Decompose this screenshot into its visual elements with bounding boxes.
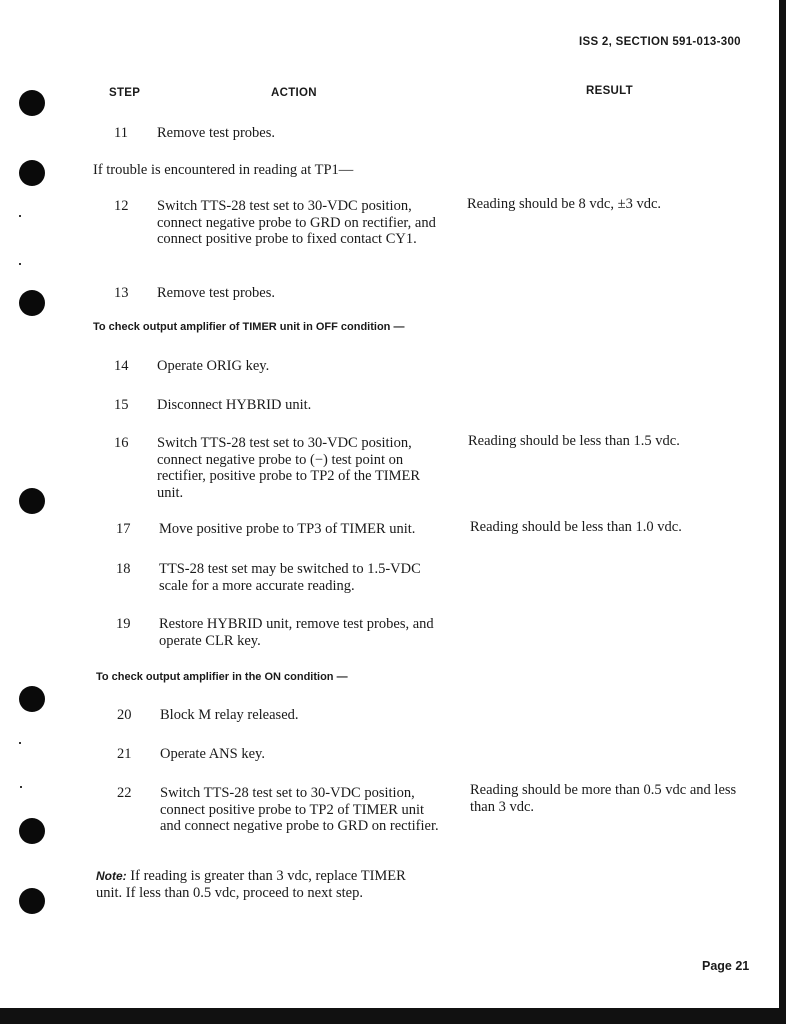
section-heading-on: To check output amplifier in the ON condition — xyxy=(96,671,348,683)
trouble-intro: If trouble is encountered in reading at TP1— xyxy=(93,162,354,178)
step-action: Move positive probe to TP3 of TIMER unit. xyxy=(159,521,416,537)
binder-hole xyxy=(19,90,45,116)
step-action: TTS-28 test set may be switched to 1.5-VDC scale for a more accurate reading. xyxy=(159,561,421,594)
page-edge-bottom xyxy=(0,1008,786,1024)
binder-hole xyxy=(19,686,45,712)
step-action: Restore HYBRID unit, remove test probes, and operate CLR key. xyxy=(159,616,434,649)
step-action: Switch TTS-28 test set to 30-VDC position, connect positive probe to TP2 of TIMER unit and connect negative probe to GRD on rectifier. xyxy=(160,785,439,834)
step-number: 12 xyxy=(114,198,129,214)
step-number: 17 xyxy=(116,521,131,537)
step-action: Block M relay released. xyxy=(160,707,299,723)
step-number: 22 xyxy=(117,785,132,801)
binder-hole xyxy=(19,888,45,914)
step-number: 15 xyxy=(114,397,129,413)
column-header-action: ACTION xyxy=(271,87,317,99)
step-action: Switch TTS-28 test set to 30-VDC position, connect negative probe to (−) test point on rectifier, positive probe to TP2 of the TIMER unit. xyxy=(157,435,421,501)
scan-speck xyxy=(20,786,22,788)
column-header-result: RESULT xyxy=(586,85,633,97)
section-reference: ISS 2, SECTION 591-013-300 xyxy=(579,36,741,48)
step-number: 13 xyxy=(114,285,129,301)
binder-hole xyxy=(19,160,45,186)
binder-hole xyxy=(19,290,45,316)
page-edge-right xyxy=(779,0,786,1024)
step-action: Switch TTS-28 test set to 30-VDC position, connect negative probe to GRD on rectifier, and connect positive probe to fixed contact CY1. xyxy=(157,198,436,247)
step-number: 11 xyxy=(114,125,128,141)
step-result: Reading should be less than 1.0 vdc. xyxy=(470,519,682,535)
note-label: Note: xyxy=(96,869,127,883)
step-result: Reading should be 8 vdc, ±3 vdc. xyxy=(467,196,662,212)
page-number: Page 21 xyxy=(702,959,750,973)
step-number: 19 xyxy=(116,616,131,632)
step-action: Remove test probes. xyxy=(157,125,275,141)
step-action: Operate ANS key. xyxy=(160,746,265,762)
column-header-step: STEP xyxy=(109,87,141,99)
step-number: 16 xyxy=(114,435,129,451)
note-text: If reading is greater than 3 vdc, replace TIMER unit. If less than 0.5 vdc, proceed to next step. xyxy=(96,868,406,901)
binder-hole xyxy=(19,818,45,844)
scan-speck xyxy=(19,263,21,265)
step-action: Operate ORIG key. xyxy=(157,358,270,374)
step-number: 21 xyxy=(117,746,132,762)
step-result: Reading should be more than 0.5 vdc and less than 3 vdc. xyxy=(470,782,737,815)
scan-speck xyxy=(19,742,21,744)
note-block xyxy=(96,868,414,901)
scan-speck xyxy=(19,215,21,217)
step-number: 18 xyxy=(116,561,131,577)
step-action: Remove test probes. xyxy=(157,285,275,301)
step-number: 20 xyxy=(117,707,132,723)
step-action: Disconnect HYBRID unit. xyxy=(157,397,312,413)
section-heading-off: To check output amplifier of TIMER unit in OFF condition — xyxy=(93,321,405,333)
step-result: Reading should be less than 1.5 vdc. xyxy=(468,433,680,449)
step-number: 14 xyxy=(114,358,129,374)
binder-hole xyxy=(19,488,45,514)
